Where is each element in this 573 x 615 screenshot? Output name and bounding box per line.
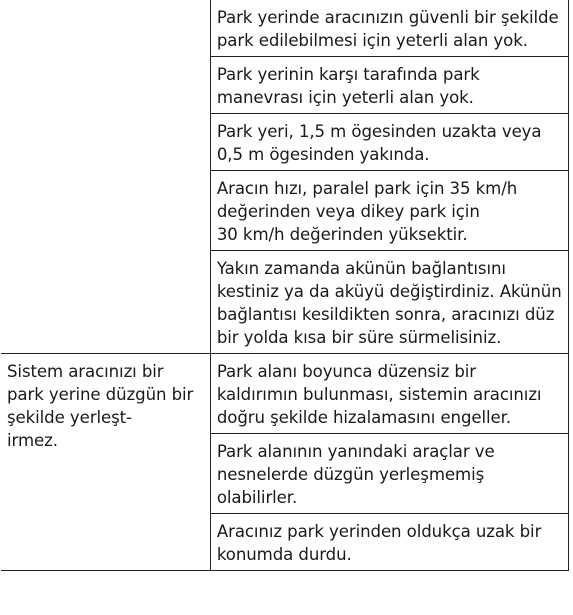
cause-cell: [210, 354, 568, 434]
symptom-cell-empty: [1, 0, 210, 354]
cause-text: Aracınız park yerinden oldukça uzak bir konumda durdu.: [216, 522, 542, 564]
cause-text: Park yerinin karşı tarafında park manevrası için yeterli alan yok.: [216, 65, 480, 107]
cause-cell: [210, 114, 568, 171]
symptom-cell: [1, 354, 210, 571]
symptom-text: Sistem aracınızı bir park yerine düzgün bir şekilde yerleşt- irmez.: [7, 362, 194, 450]
table-row: [1, 0, 569, 57]
cause-text: Park alanının yanındaki araçlar ve nesnelerde düzgün yerleşmemiş olabilirler.: [216, 442, 495, 507]
cause-cell: [210, 171, 568, 251]
cause-cell: [210, 514, 568, 571]
cause-text: Park yeri, 1,5 m ögesinden uzakta veya 0,5 m ögesinden yakında.: [216, 122, 542, 164]
cause-cell: [210, 57, 568, 114]
troubleshooting-table: [1, 0, 569, 571]
table-row: [1, 354, 569, 434]
cause-text: Yakın zamanda akünün bağlantısını kestiniz ya da aküyü değiştirdiniz. Akünün bağlantısı kesildikten sonra, aracınızı düz bir yolda kısa bir süre sürmelisiniz.: [216, 259, 562, 347]
cause-cell: [210, 0, 568, 57]
cause-text: Aracın hızı, paralel park için 35 km/h değerinden veya dikey park için 30 km/h değerinden yüksektir.: [216, 179, 518, 244]
cause-text: Park yerinde aracınızın güvenli bir şekilde park edilebilmesi için yeterli alan yok.: [216, 8, 559, 50]
cause-text: Park alanı boyunca düzensiz bir kaldırımın bulunması, sistemin aracınızı doğru şekilde hizalamasını engeller.: [216, 362, 542, 427]
cause-cell: [210, 251, 568, 354]
cause-cell: [210, 434, 568, 514]
